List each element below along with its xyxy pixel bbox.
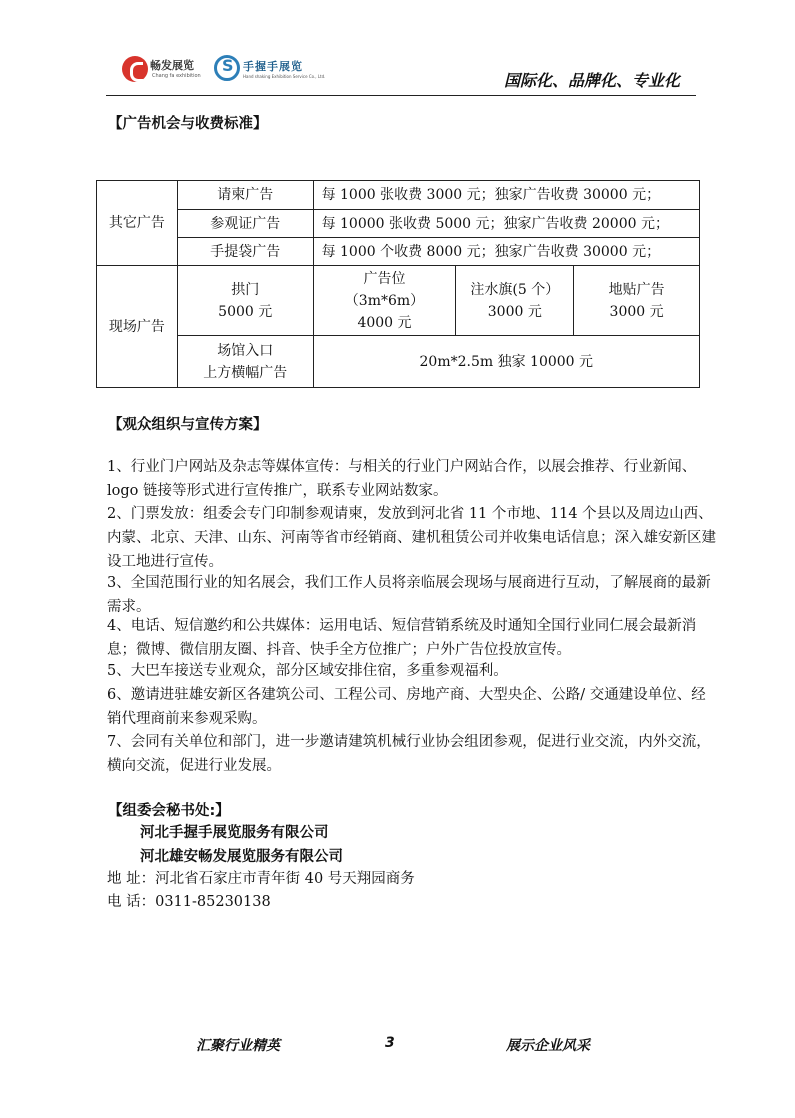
site-ad-cell [456, 266, 574, 336]
header-divider [106, 95, 696, 96]
secretariat-company-2: 河北雄安畅发展览服务有限公司 [140, 849, 343, 865]
site-ad-cell [574, 266, 700, 336]
site-ad-name: 拱门 [231, 281, 260, 298]
footer-left-slogan: 汇聚行业精英 [196, 1038, 280, 1054]
site-ad-price: 5000 元 [218, 303, 273, 320]
ad-pricing-table [96, 180, 700, 388]
site-ad-price: 4000 元 [357, 314, 412, 331]
banner-ad-name-cell [177, 336, 313, 388]
other-ad-price: 每 1000 张收费 3000 元；独家广告收费 30000 元； [313, 181, 699, 210]
ad-section-title: 【广告机会与收费标准】 [108, 116, 268, 132]
site-ad-price: 3000 元 [609, 303, 664, 320]
shouwoshou-logo-icon [214, 55, 240, 81]
audience-item-3: 3、全国范围行业的知名展会，我们工作人员将亲临展会现场与展商进行互动，了解展商的最新需求。 [107, 575, 711, 615]
secretariat-company-1: 河北手握手展览服务有限公司 [140, 825, 329, 841]
other-ad-item: 参观证广告 [177, 210, 313, 238]
audience-item-4: 4、电话、短信邀约和公共媒体：运用电话、短信营销系统及时通知全国行业同仁展会最新消息；微博、微信朋友圈、抖音、快手全方位推广；户外广告位投放宣传。 [107, 618, 697, 658]
table-row [97, 266, 700, 336]
other-ad-item: 手提袋广告 [177, 238, 313, 266]
changfa-logo-text: 畅发展览 [150, 59, 194, 72]
audience-item-5: 5、大巴车接送专业观众，部分区域安排住宿，多重参观福利。 [107, 663, 508, 679]
secretariat-address: 地 址：河北省石家庄市青年街 40 号天翔园商务 [107, 871, 415, 887]
table-row [97, 181, 700, 210]
banner-ad-name-line2: 上方横幅广告 [203, 364, 288, 381]
banner-ad-price: 20m*2.5m 独家 10000 元 [313, 336, 699, 388]
site-ad-name: 注水旗(5 个） [470, 281, 560, 298]
site-ad-cell [313, 266, 456, 336]
site-ad-label: 现场广告 [97, 266, 178, 388]
shouwoshou-logo-subtext: Hand shaking Exhibition Service Co., Ltd. [243, 74, 326, 79]
secretariat-phone: 电 话：0311-85230138 [107, 894, 271, 910]
site-ad-price: 3000 元 [487, 303, 542, 320]
changfa-logo-subtext: Chang fa exhibition [152, 73, 201, 79]
table-row [97, 336, 700, 388]
site-ad-spec: （3m*6m） [344, 292, 425, 309]
site-ad-name: 地贴广告 [608, 281, 665, 298]
audience-item-6: 6、邀请进驻雄安新区各建筑公司、工程公司、房地产商、大型央企、公路/ 交通建设单位、经销代理商前来参观采购。 [107, 687, 706, 727]
banner-ad-name-line1: 场馆入口 [217, 342, 274, 359]
table-row [97, 238, 700, 266]
table-row [97, 210, 700, 238]
audience-section-title: 【观众组织与宣传方案】 [108, 417, 268, 433]
shouwoshou-logo-text: 手握手展览 [243, 60, 303, 73]
audience-item-1: 1、行业门户网站及杂志等媒体宣传：与相关的行业门户网站合作，以展会推荐、行业新闻、logo 链接等形式进行宣传推广，联系专业网站数家。 [107, 459, 697, 499]
site-ad-name: 广告位 [363, 270, 406, 287]
header-slogan: 国际化、品牌化、专业化 [504, 71, 681, 90]
audience-item-2: 2、门票发放：组委会专门印制参观请柬，发放到河北省 11 个市地、114 个县以及周边山西、内蒙、北京、天津、山东、河南等省市经销商、建机租赁公司并收集电话信息；深入雄安新区建设工地进行宣传。 [107, 506, 716, 570]
other-ad-item: 请柬广告 [177, 181, 313, 210]
site-ad-cell [177, 266, 313, 336]
changfa-logo-icon [122, 56, 148, 82]
audience-item-7: 7、会同有关单位和部门，进一步邀请建筑机械行业协会组团参观，促进行业交流，内外交流，横向交流，促进行业发展。 [107, 734, 711, 774]
other-ad-label: 其它广告 [97, 181, 178, 266]
page-number: 3 [385, 1035, 395, 1051]
other-ad-price: 每 10000 张收费 5000 元；独家广告收费 20000 元； [313, 210, 699, 238]
footer-right-slogan: 展示企业风采 [506, 1038, 590, 1054]
secretariat-title: 【组委会秘书处:】 [108, 803, 230, 819]
other-ad-price: 每 1000 个收费 8000 元；独家广告收费 30000 元； [313, 238, 699, 266]
